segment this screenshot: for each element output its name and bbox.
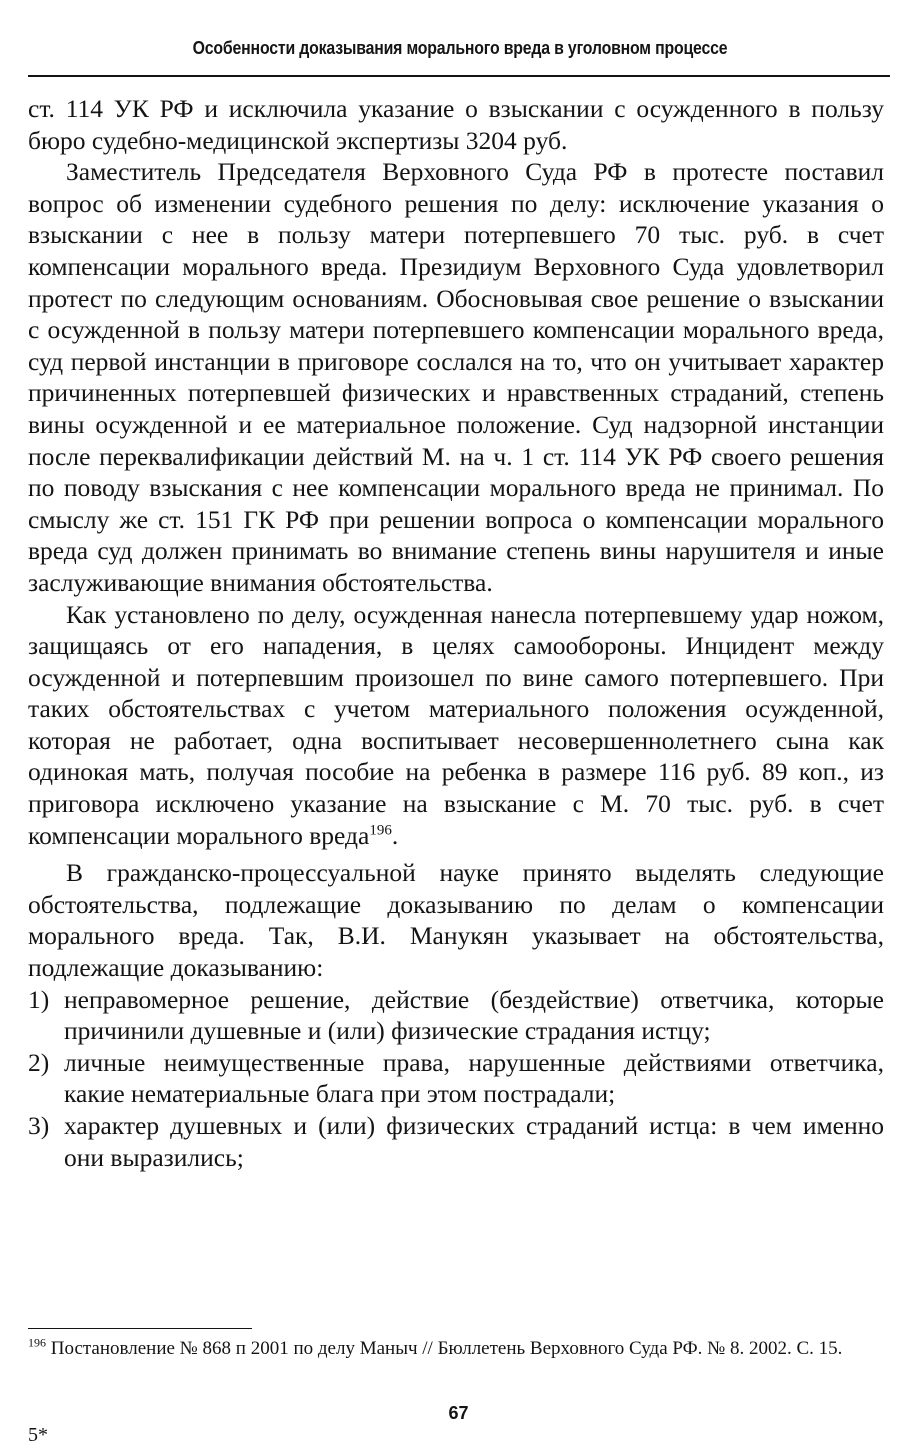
- running-head: Особенности доказывания морального вреда в уголовном процессе: [192, 38, 728, 58]
- footnote-number: 196: [28, 1335, 46, 1350]
- paragraph-3: [28, 599, 884, 852]
- footnote-196: [28, 1336, 884, 1361]
- list-item: [28, 1047, 884, 1110]
- list-item-text: личные неимущественные права, нарушенные действиями ответчика, какие нематериальные блага при этом пострадали;: [64, 1047, 884, 1109]
- list-item: [28, 1110, 884, 1173]
- list-item-text: характер душевных и (или) физических страданий истца: в чем именно они выразились;: [64, 1111, 884, 1172]
- paragraph-4: В гражданско-процессуальной науке принято выделять следующие обстоятельства, подлежащие доказыванию по делам о компенсации морального вреда. Так, В.И. Манукян указывает на обстоятельства, подлежащие доказыванию:: [28, 858, 884, 983]
- paragraph-3-text: Как установлено по делу, осужденная нанесла потерпевшему удар ножом, защищаясь от его нападения, в целях самообороны. Инцидент между осужденной и потерпевшим произошел по вине самого потерпевшего. При таких обстоятельствах с учетом материального положения осужденной, которая не работает, одна воспитывает несовершеннолетнего сына как одинокая мать, получая пособие на ребенка в размере 116 руб. 89 коп., из приговора исключено указание на взыскание с М. 70 тыс. руб. в счет компенсации морального вреда: [28, 599, 884, 850]
- footnote-rule: [28, 1328, 252, 1329]
- circumstances-list: [28, 984, 884, 1174]
- paragraph-2: Заместитель Председателя Верховного Суда РФ в протесте поставил вопрос об изменении судебного решения по делу: исключение указания о взыскании с нее в пользу матери потерпевшего 70 тыс. руб. в счет компенсации морального вреда. Президиум Верховного Суда удовлетворил протест по следующим основаниям. Обосновывая свое решение о взыскании с осужденной в пользу матери потерпевшего компенсации морального вреда, суд первой инстанции в приговоре сослался на то, что он учитывает характер причиненных потерпевшей физических и нравственных страданий, степень вины осужденной и ее материальное положение. Суд надзорной инстанции после переквалификации действий М. на ч. 1 ст. 114 УК РФ своего решения по поводу взыскания с нее компенсации морального вреда не принимал. По смыслу же ст. 151 ГК РФ при решении вопроса о компенсации морального вреда суд должен принимать во внимание степень вины нарушителя и иные заслуживающие внимания обстоятельства.: [28, 157, 884, 597]
- page-number: 67: [448, 1403, 469, 1423]
- list-item-text: неправомерное решение, действие (бездействие) ответчика, которые причинили душевные и (или) физические страдания истцу;: [64, 984, 884, 1046]
- list-item-number: 1): [28, 984, 50, 1014]
- list-item: [28, 984, 884, 1047]
- signature-mark: 5*: [28, 1424, 48, 1446]
- main-text: [28, 93, 884, 1173]
- footnote-text: Постановление № 868 п 2001 по делу Маныч // Бюллетень Верховного Суда РФ. № 8. 2002. С. 15.: [46, 1338, 843, 1359]
- list-item-number: 2): [28, 1047, 50, 1077]
- list-item-number: 3): [28, 1111, 50, 1140]
- paragraph-3-end: .: [391, 820, 399, 850]
- footnote-reference-196[interactable]: 196: [369, 822, 392, 839]
- paragraph-1: ст. 114 УК РФ и исключила указание о взыскании с осужденного в пользу бюро судебно-медицинской экспертизы 3204 руб.: [28, 94, 884, 155]
- header-rule: [28, 75, 890, 77]
